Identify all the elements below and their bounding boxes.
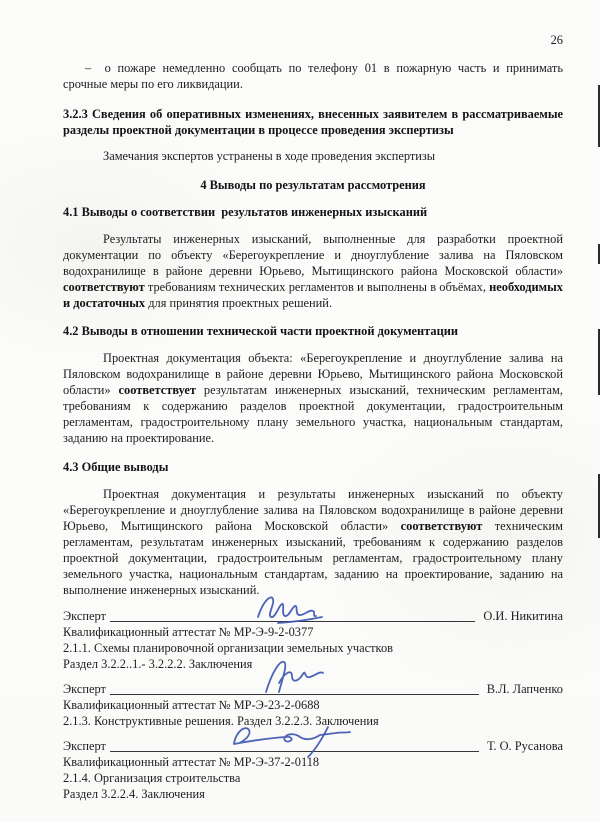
signature-line [110, 681, 479, 695]
remarks-resolved-line: Замечания экспертов устранены в ходе проведения экспертизы [103, 149, 436, 163]
expert-duty-line: 2.1.1. Схемы планировочной организации земельных участков [63, 641, 393, 655]
expert-name: О.И. Никитина [483, 609, 563, 623]
text-run: – о пожаре немедленно сообщать по телефону 01 в пожарную часть и принимать срочные меры по его ликвидации. [63, 61, 563, 91]
section-4-3-heading: 4.3 Общие выводы [63, 460, 169, 474]
section-4-3-paragraph [63, 486, 563, 598]
section-4-heading: 4 Выводы по результатам рассмотрения [200, 178, 426, 192]
expert-duty-line: 2.1.3. Конструктивные решения. Раздел 3.2.2.3. Заключения [63, 714, 379, 728]
section-4-2-paragraph [63, 350, 563, 446]
expert-role-label: Эксперт [63, 739, 106, 753]
expert-duty-line: 2.1.4. Организация строительства [63, 771, 241, 785]
signature-nikitina-ink [250, 591, 336, 631]
text-run: для принятия проектных решений. [145, 296, 333, 310]
text-run: соответствуют [400, 519, 483, 533]
section-4-1-heading: 4.1 Выводы о соответствии результатов инженерных изысканий [63, 205, 428, 219]
signature-lapchenko-ink [258, 656, 330, 698]
signature-line [110, 608, 475, 622]
text-run: Проектная документация объекта: «Берегоукрепление и дноуглубление залива на Пяловском водохранилище в районе деревни Юрьево, Мытищинского района Московской области» [63, 351, 563, 397]
text-run: необходимых и достаточных [63, 280, 563, 310]
signature-row [63, 608, 563, 624]
expert-certificate: Квалификационный аттестат № МР-Э-37-2-0118 [63, 755, 320, 769]
signature-row [63, 738, 563, 754]
expert-role-label: Эксперт [63, 682, 106, 696]
text-run: Результаты инженерных изысканий, выполненные для разработки проектной документации по объекту «Берегоукрепление и дноуглубление залива на Пяловском водохранилище в районе деревни Юрьево, Мытищинского района Московской области» [63, 232, 563, 278]
section-3-2-3-heading: 3.2.3 Сведения об оперативных изменениях, внесенных заявителем в рассматриваемые разделы проектной документации в процессе проведения экспертизы [63, 107, 563, 137]
page-number: 26 [550, 33, 563, 47]
signature-line [110, 738, 479, 752]
expert-duty-line: Раздел 3.2.2..1.- 3.2.2.2. Заключения [63, 657, 253, 671]
text-run: соответствует [118, 383, 197, 397]
text-run: результатам инженерных изысканий, техническим регламентам, требованиям к содержанию разделов проектной документации, градостроительным регламентам, градостроительному плану земельного участка, национальным стандартам, заданию на проектирование. [63, 383, 563, 445]
text-run: Проектная документация и результаты инженерных изысканий по объекту «Берегоукрепление и дноуглубление залива на Пяловском водохранилище в районе деревни Юрьево, Мытищинского района Московской области» [63, 487, 563, 533]
signature-row [63, 681, 563, 697]
expert-certificate: Квалификационный аттестат № МР-Э-9-2-0377 [63, 625, 314, 639]
section-4-2-heading: 4.2 Выводы в отношении технической части проектной документации [63, 324, 458, 338]
expert-name: В.Л. Лапченко [486, 682, 563, 696]
expert-signature-block-rusanova [63, 738, 563, 802]
section-4-1-paragraph [63, 231, 563, 311]
expert-role-label: Эксперт [63, 609, 106, 623]
expert-name: Т. О. Русанова [487, 739, 563, 753]
expert-certificate: Квалификационный аттестат № МР-Э-23-2-0688 [63, 698, 320, 712]
fire-safety-note [63, 60, 563, 92]
text-run: техническим регламентам, результатам инженерных изысканий, требованиям к содержанию разделов проектной документации, градостроительным регламентам, градостроительному плану земельного участка, национальным стандартам, заданию на проектирование, заданию на выполнение инженерных изысканий. [63, 519, 563, 597]
expert-duty-line: Раздел 3.2.2.4. Заключения [63, 787, 205, 801]
text-run: соответствуют [63, 280, 145, 294]
signature-rusanova-ink [220, 719, 370, 763]
text-run: требованиям технических регламентов и выполнены в объёмах, [144, 280, 490, 294]
